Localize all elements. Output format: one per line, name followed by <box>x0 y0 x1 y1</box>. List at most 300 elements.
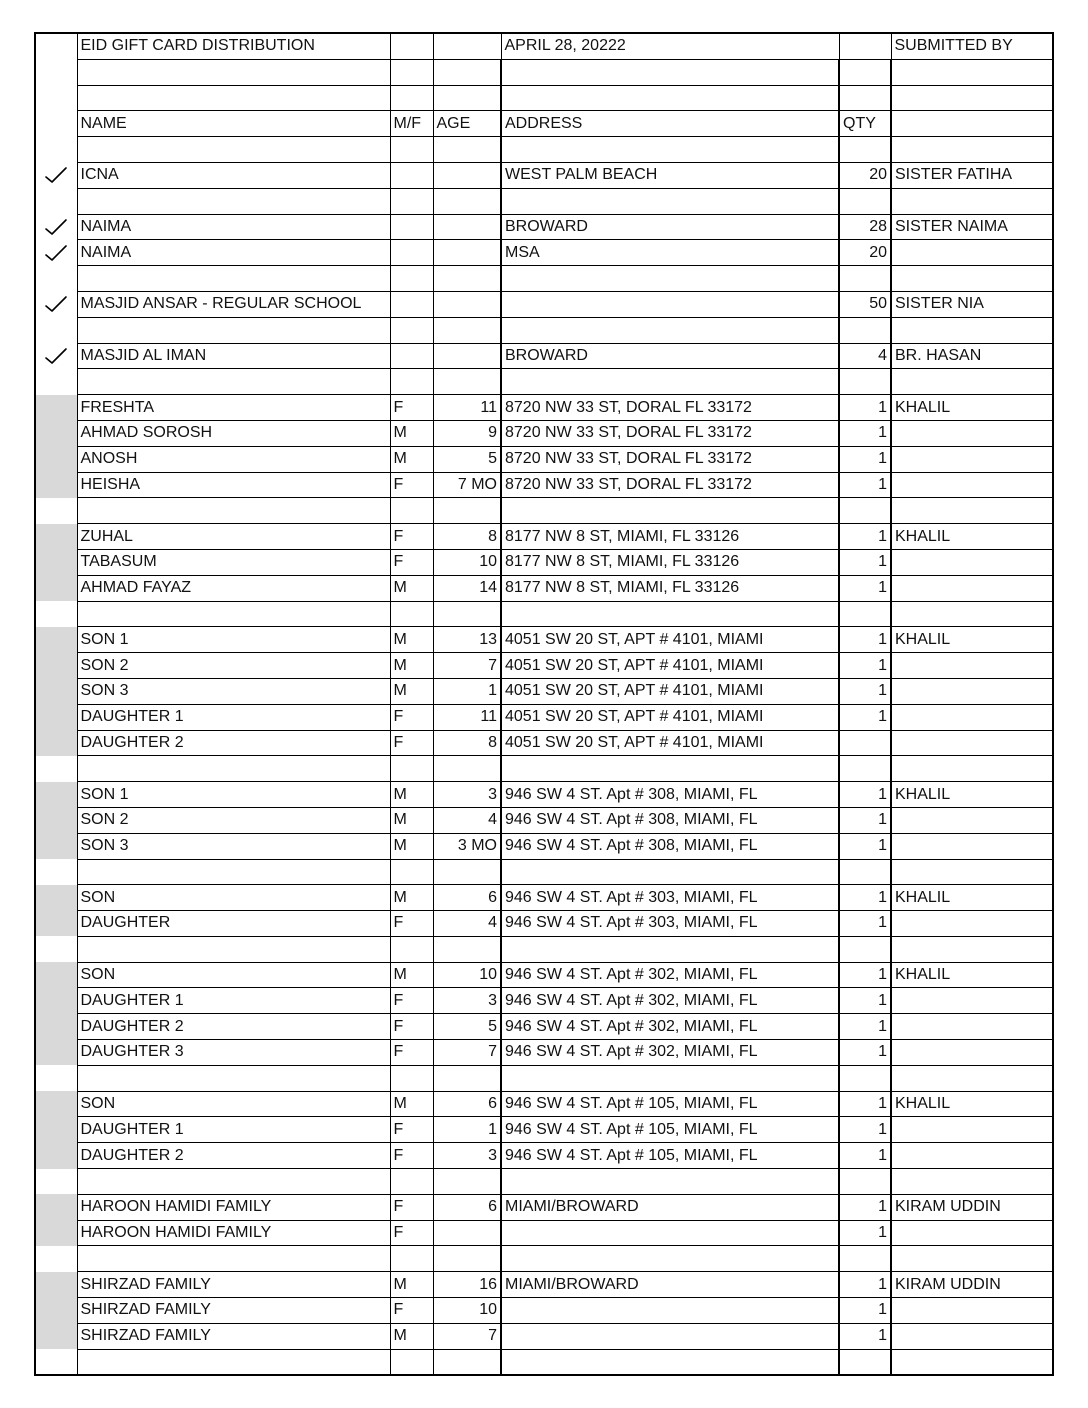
check-cell <box>35 266 77 292</box>
submitted-by-cell <box>891 678 1053 704</box>
address-cell <box>501 756 839 782</box>
blank-row <box>35 1349 1053 1375</box>
name-cell: SHIRZAD FAMILY <box>77 1298 390 1324</box>
name-cell: NAIMA <box>77 240 390 266</box>
sheet-title: EID GIFT CARD DISTRIBUTION <box>77 33 390 59</box>
address-cell: 8720 NW 33 ST, DORAL FL 33172 <box>501 472 839 498</box>
table-row <box>35 1194 1053 1220</box>
qty-cell: 1 <box>839 575 891 601</box>
submitted-by-cell <box>891 1220 1053 1246</box>
submitted-by-cell <box>891 1246 1053 1272</box>
submitted-by-cell <box>891 988 1053 1014</box>
table-row <box>35 911 1053 937</box>
address-cell <box>501 601 839 627</box>
check-cell <box>35 653 77 679</box>
gender-cell: F <box>390 988 433 1014</box>
age-cell <box>433 1246 501 1272</box>
empty-cell <box>433 33 501 59</box>
check-cell <box>35 85 77 111</box>
name-cell <box>77 1065 390 1091</box>
address-cell <box>501 266 839 292</box>
table-row <box>35 291 1053 317</box>
submitted-by-cell <box>891 1349 1053 1375</box>
submitted-by-cell <box>891 1169 1053 1195</box>
address-cell <box>501 1349 839 1375</box>
age-cell <box>433 1169 501 1195</box>
age-cell: 1 <box>433 678 501 704</box>
gender-cell: M <box>390 1272 433 1298</box>
check-cell <box>35 1065 77 1091</box>
address-cell: 946 SW 4 ST. Apt # 308, MIAMI, FL <box>501 833 839 859</box>
qty-cell <box>839 730 891 756</box>
table-row <box>35 653 1053 679</box>
name-cell <box>77 498 390 524</box>
qty-cell: QTY <box>839 111 891 137</box>
gender-cell: F <box>390 1194 433 1220</box>
gender-cell <box>390 601 433 627</box>
gender-cell: M <box>390 678 433 704</box>
submitted-by-cell <box>891 498 1053 524</box>
name-cell <box>77 188 390 214</box>
qty-cell: 1 <box>839 1323 891 1349</box>
age-cell: 3 <box>433 988 501 1014</box>
gender-cell: F <box>390 1298 433 1324</box>
qty-cell: 1 <box>839 420 891 446</box>
gender-cell <box>390 137 433 163</box>
qty-cell: 1 <box>839 1014 891 1040</box>
name-cell: HAROON HAMIDI FAMILY <box>77 1220 390 1246</box>
blank-row <box>35 369 1053 395</box>
age-cell <box>433 1220 501 1246</box>
submitted-by-cell <box>891 317 1053 343</box>
submitted-by-cell <box>891 833 1053 859</box>
age-cell <box>433 601 501 627</box>
sheet-date: APRIL 28, 20222 <box>501 33 839 59</box>
gender-cell: F <box>390 1143 433 1169</box>
gender-cell <box>390 343 433 369</box>
qty-cell: 1 <box>839 549 891 575</box>
address-cell <box>501 1169 839 1195</box>
blank-row <box>35 137 1053 163</box>
qty-cell: 1 <box>839 988 891 1014</box>
check-cell <box>35 911 77 937</box>
qty-cell <box>839 498 891 524</box>
name-cell: SON <box>77 885 390 911</box>
address-cell: 946 SW 4 ST. Apt # 302, MIAMI, FL <box>501 962 839 988</box>
address-cell: 4051 SW 20 ST, APT # 4101, MIAMI <box>501 653 839 679</box>
name-cell: DAUGHTER <box>77 911 390 937</box>
check-cell <box>35 420 77 446</box>
check-cell <box>35 704 77 730</box>
qty-cell: 1 <box>839 1298 891 1324</box>
qty-cell: 1 <box>839 1040 891 1066</box>
table-row <box>35 730 1053 756</box>
submitted-by-cell <box>891 420 1053 446</box>
gender-cell <box>390 85 433 111</box>
check-cell <box>35 1040 77 1066</box>
gender-cell: F <box>390 1014 433 1040</box>
qty-cell: 1 <box>839 395 891 421</box>
check-cell <box>35 833 77 859</box>
name-cell: SON 1 <box>77 782 390 808</box>
table-row <box>35 1091 1053 1117</box>
gender-cell <box>390 1169 433 1195</box>
submitted-by-cell <box>891 137 1053 163</box>
address-cell: 946 SW 4 ST. Apt # 302, MIAMI, FL <box>501 1014 839 1040</box>
name-cell: NAIMA <box>77 214 390 240</box>
name-cell <box>77 1169 390 1195</box>
table-row <box>35 1040 1053 1066</box>
age-cell: 14 <box>433 575 501 601</box>
age-cell <box>433 317 501 343</box>
submitted-by-cell: SISTER FATIHA <box>891 162 1053 188</box>
submitted-by-cell <box>891 240 1053 266</box>
qty-cell: 20 <box>839 162 891 188</box>
check-cell <box>35 1323 77 1349</box>
submitted-by-cell <box>891 1298 1053 1324</box>
gender-cell <box>390 240 433 266</box>
table-row <box>35 1143 1053 1169</box>
address-cell <box>501 859 839 885</box>
gender-cell: F <box>390 472 433 498</box>
submitted-by-cell: KHALIL <box>891 1091 1053 1117</box>
address-cell: 8177 NW 8 ST, MIAMI, FL 33126 <box>501 575 839 601</box>
blank-row <box>35 188 1053 214</box>
blank-row <box>35 1169 1053 1195</box>
qty-cell: 1 <box>839 1117 891 1143</box>
table-row <box>35 1220 1053 1246</box>
age-cell: 10 <box>433 1298 501 1324</box>
submitted-by-cell <box>891 85 1053 111</box>
qty-cell: 1 <box>839 962 891 988</box>
check-cell <box>35 472 77 498</box>
distribution-sheet <box>34 32 1054 1376</box>
qty-cell <box>839 756 891 782</box>
age-cell <box>433 266 501 292</box>
table-row <box>35 472 1053 498</box>
empty-cell <box>839 33 891 59</box>
age-cell: 6 <box>433 1091 501 1117</box>
qty-cell: 1 <box>839 911 891 937</box>
check-cell <box>35 1194 77 1220</box>
submitted-by-cell <box>891 111 1053 137</box>
column-header-row <box>35 111 1053 137</box>
age-cell: 7 <box>433 1323 501 1349</box>
name-cell <box>77 317 390 343</box>
gender-cell <box>390 369 433 395</box>
table-row <box>35 549 1053 575</box>
blank-row <box>35 266 1053 292</box>
submitted-by-cell <box>891 549 1053 575</box>
age-cell: 8 <box>433 524 501 550</box>
table-row <box>35 524 1053 550</box>
gender-cell: M <box>390 782 433 808</box>
submitted-by-cell: KIRAM UDDIN <box>891 1272 1053 1298</box>
qty-cell <box>839 859 891 885</box>
table-row <box>35 395 1053 421</box>
address-cell <box>501 498 839 524</box>
check-cell <box>35 1246 77 1272</box>
name-cell: AHMAD FAYAZ <box>77 575 390 601</box>
address-cell <box>501 137 839 163</box>
table-row <box>35 833 1053 859</box>
qty-cell <box>839 1169 891 1195</box>
qty-cell: 28 <box>839 214 891 240</box>
age-cell <box>433 369 501 395</box>
address-cell: 8720 NW 33 ST, DORAL FL 33172 <box>501 395 839 421</box>
name-cell <box>77 756 390 782</box>
check-cell <box>35 730 77 756</box>
blank-row <box>35 756 1053 782</box>
submitted-by-cell <box>891 756 1053 782</box>
table-row <box>35 962 1053 988</box>
check-cell <box>35 1117 77 1143</box>
check-cell <box>35 317 77 343</box>
submitted-by-cell: KHALIL <box>891 627 1053 653</box>
qty-cell: 1 <box>839 472 891 498</box>
name-cell: SON 2 <box>77 807 390 833</box>
qty-cell <box>839 1349 891 1375</box>
address-cell <box>501 188 839 214</box>
gender-cell: M/F <box>390 111 433 137</box>
gender-cell <box>390 1246 433 1272</box>
check-cell <box>35 678 77 704</box>
gender-cell <box>390 936 433 962</box>
address-cell: 946 SW 4 ST. Apt # 105, MIAMI, FL <box>501 1143 839 1169</box>
blank-row <box>35 601 1053 627</box>
table-row <box>35 1298 1053 1324</box>
submitted-by-cell: KIRAM UDDIN <box>891 1194 1053 1220</box>
name-cell: DAUGHTER 2 <box>77 1014 390 1040</box>
address-cell <box>501 1220 839 1246</box>
check-cell <box>35 575 77 601</box>
qty-cell: 1 <box>839 653 891 679</box>
qty-cell: 1 <box>839 446 891 472</box>
gender-cell <box>390 498 433 524</box>
age-cell: 3 <box>433 1143 501 1169</box>
check-cell <box>35 524 77 550</box>
age-cell <box>433 1065 501 1091</box>
check-cell <box>35 1014 77 1040</box>
qty-cell <box>839 1246 891 1272</box>
submitted-by-cell <box>891 266 1053 292</box>
address-cell: 4051 SW 20 ST, APT # 4101, MIAMI <box>501 730 839 756</box>
check-cell <box>35 962 77 988</box>
age-cell <box>433 936 501 962</box>
name-cell: FRESHTA <box>77 395 390 421</box>
check-cell <box>35 111 77 137</box>
age-cell: 5 <box>433 446 501 472</box>
qty-cell <box>839 59 891 85</box>
gender-cell <box>390 214 433 240</box>
sheet-body <box>35 33 1053 1375</box>
name-cell <box>77 59 390 85</box>
qty-cell <box>839 137 891 163</box>
address-cell: 4051 SW 20 ST, APT # 4101, MIAMI <box>501 627 839 653</box>
name-cell <box>77 601 390 627</box>
submitted-by-cell <box>891 730 1053 756</box>
table-row <box>35 1272 1053 1298</box>
check-cell <box>35 214 77 240</box>
gender-cell: M <box>390 833 433 859</box>
submitted-by-cell <box>891 59 1053 85</box>
check-cell <box>35 59 77 85</box>
age-cell: 9 <box>433 420 501 446</box>
qty-cell: 1 <box>839 1194 891 1220</box>
name-cell: SON 1 <box>77 627 390 653</box>
check-cell <box>35 988 77 1014</box>
address-cell: 4051 SW 20 ST, APT # 4101, MIAMI <box>501 704 839 730</box>
check-cell <box>35 1169 77 1195</box>
submitted-by-cell <box>891 1014 1053 1040</box>
age-cell: 6 <box>433 885 501 911</box>
name-cell: AHMAD SOROSH <box>77 420 390 446</box>
table-row <box>35 575 1053 601</box>
address-cell: 8177 NW 8 ST, MIAMI, FL 33126 <box>501 524 839 550</box>
name-cell: DAUGHTER 1 <box>77 1117 390 1143</box>
age-cell: 7 <box>433 653 501 679</box>
blank-row <box>35 59 1053 85</box>
age-cell <box>433 162 501 188</box>
age-cell: 1 <box>433 1117 501 1143</box>
check-cell <box>35 859 77 885</box>
name-cell <box>77 1246 390 1272</box>
checkmark-icon <box>43 346 69 366</box>
address-cell: MSA <box>501 240 839 266</box>
gender-cell <box>390 59 433 85</box>
gender-cell: F <box>390 1220 433 1246</box>
submitted-by-cell <box>891 1040 1053 1066</box>
submitted-by-cell <box>891 859 1053 885</box>
qty-cell <box>839 188 891 214</box>
address-cell <box>501 369 839 395</box>
age-cell: 5 <box>433 1014 501 1040</box>
submitted-by-cell: KHALIL <box>891 885 1053 911</box>
blank-row <box>35 317 1053 343</box>
name-cell: DAUGHTER 1 <box>77 988 390 1014</box>
submitted-by-cell <box>891 369 1053 395</box>
name-cell: SON 3 <box>77 833 390 859</box>
address-cell: BROWARD <box>501 214 839 240</box>
gender-cell: M <box>390 575 433 601</box>
age-cell: 13 <box>433 627 501 653</box>
gender-cell: F <box>390 911 433 937</box>
address-cell: ADDRESS <box>501 111 839 137</box>
name-cell: MASJID AL IMAN <box>77 343 390 369</box>
table-row <box>35 1323 1053 1349</box>
name-cell: SON <box>77 962 390 988</box>
check-cell <box>35 756 77 782</box>
submitted-by-cell: SISTER NAIMA <box>891 214 1053 240</box>
check-cell <box>35 188 77 214</box>
gender-cell: M <box>390 653 433 679</box>
address-cell <box>501 1246 839 1272</box>
gender-cell: F <box>390 524 433 550</box>
table-row <box>35 807 1053 833</box>
name-cell: SHIRZAD FAMILY <box>77 1323 390 1349</box>
qty-cell: 1 <box>839 1143 891 1169</box>
table-row <box>35 240 1053 266</box>
table-row <box>35 420 1053 446</box>
gender-cell <box>390 188 433 214</box>
check-cell <box>35 1091 77 1117</box>
name-cell: SON 3 <box>77 678 390 704</box>
check-cell <box>35 343 77 369</box>
address-cell: 946 SW 4 ST. Apt # 308, MIAMI, FL <box>501 807 839 833</box>
qty-cell: 1 <box>839 704 891 730</box>
qty-cell <box>839 85 891 111</box>
table-row <box>35 214 1053 240</box>
table-row <box>35 446 1053 472</box>
submitted-by-cell <box>891 472 1053 498</box>
table-row <box>35 782 1053 808</box>
address-cell: 946 SW 4 ST. Apt # 105, MIAMI, FL <box>501 1091 839 1117</box>
table-row <box>35 343 1053 369</box>
qty-cell <box>839 369 891 395</box>
address-cell <box>501 291 839 317</box>
gender-cell: M <box>390 885 433 911</box>
age-cell: 10 <box>433 962 501 988</box>
gender-cell: M <box>390 807 433 833</box>
name-cell: ICNA <box>77 162 390 188</box>
name-cell <box>77 936 390 962</box>
submitted-by-cell <box>891 1065 1053 1091</box>
name-cell <box>77 266 390 292</box>
address-cell <box>501 936 839 962</box>
name-cell: SHIRZAD FAMILY <box>77 1272 390 1298</box>
gender-cell: F <box>390 1040 433 1066</box>
name-cell: ANOSH <box>77 446 390 472</box>
address-cell: 946 SW 4 ST. Apt # 303, MIAMI, FL <box>501 885 839 911</box>
name-cell: HEISHA <box>77 472 390 498</box>
address-cell <box>501 1298 839 1324</box>
submitted-by-cell <box>891 601 1053 627</box>
address-cell <box>501 59 839 85</box>
name-cell: HAROON HAMIDI FAMILY <box>77 1194 390 1220</box>
qty-cell: 1 <box>839 807 891 833</box>
gender-cell <box>390 317 433 343</box>
empty-cell <box>390 33 433 59</box>
check-cell <box>35 395 77 421</box>
qty-cell: 1 <box>839 627 891 653</box>
age-cell <box>433 291 501 317</box>
qty-cell <box>839 936 891 962</box>
submitted-by-cell <box>891 704 1053 730</box>
submitted-by-cell <box>891 1143 1053 1169</box>
age-cell <box>433 59 501 85</box>
table-row <box>35 627 1053 653</box>
name-cell: DAUGHTER 3 <box>77 1040 390 1066</box>
check-cell <box>35 885 77 911</box>
name-cell: DAUGHTER 2 <box>77 730 390 756</box>
submitted-by-cell: KHALIL <box>891 962 1053 988</box>
gender-cell: F <box>390 730 433 756</box>
address-cell: MIAMI/BROWARD <box>501 1272 839 1298</box>
qty-cell: 4 <box>839 343 891 369</box>
age-cell: 10 <box>433 549 501 575</box>
table-row <box>35 704 1053 730</box>
address-cell: 946 SW 4 ST. Apt # 105, MIAMI, FL <box>501 1117 839 1143</box>
qty-cell <box>839 1065 891 1091</box>
checkmark-icon <box>43 217 69 237</box>
name-cell <box>77 1349 390 1375</box>
address-cell: 8720 NW 33 ST, DORAL FL 33172 <box>501 420 839 446</box>
age-cell: 3 <box>433 782 501 808</box>
blank-row <box>35 1246 1053 1272</box>
gender-cell: M <box>390 962 433 988</box>
check-cell <box>35 601 77 627</box>
address-cell: 4051 SW 20 ST, APT # 4101, MIAMI <box>501 678 839 704</box>
